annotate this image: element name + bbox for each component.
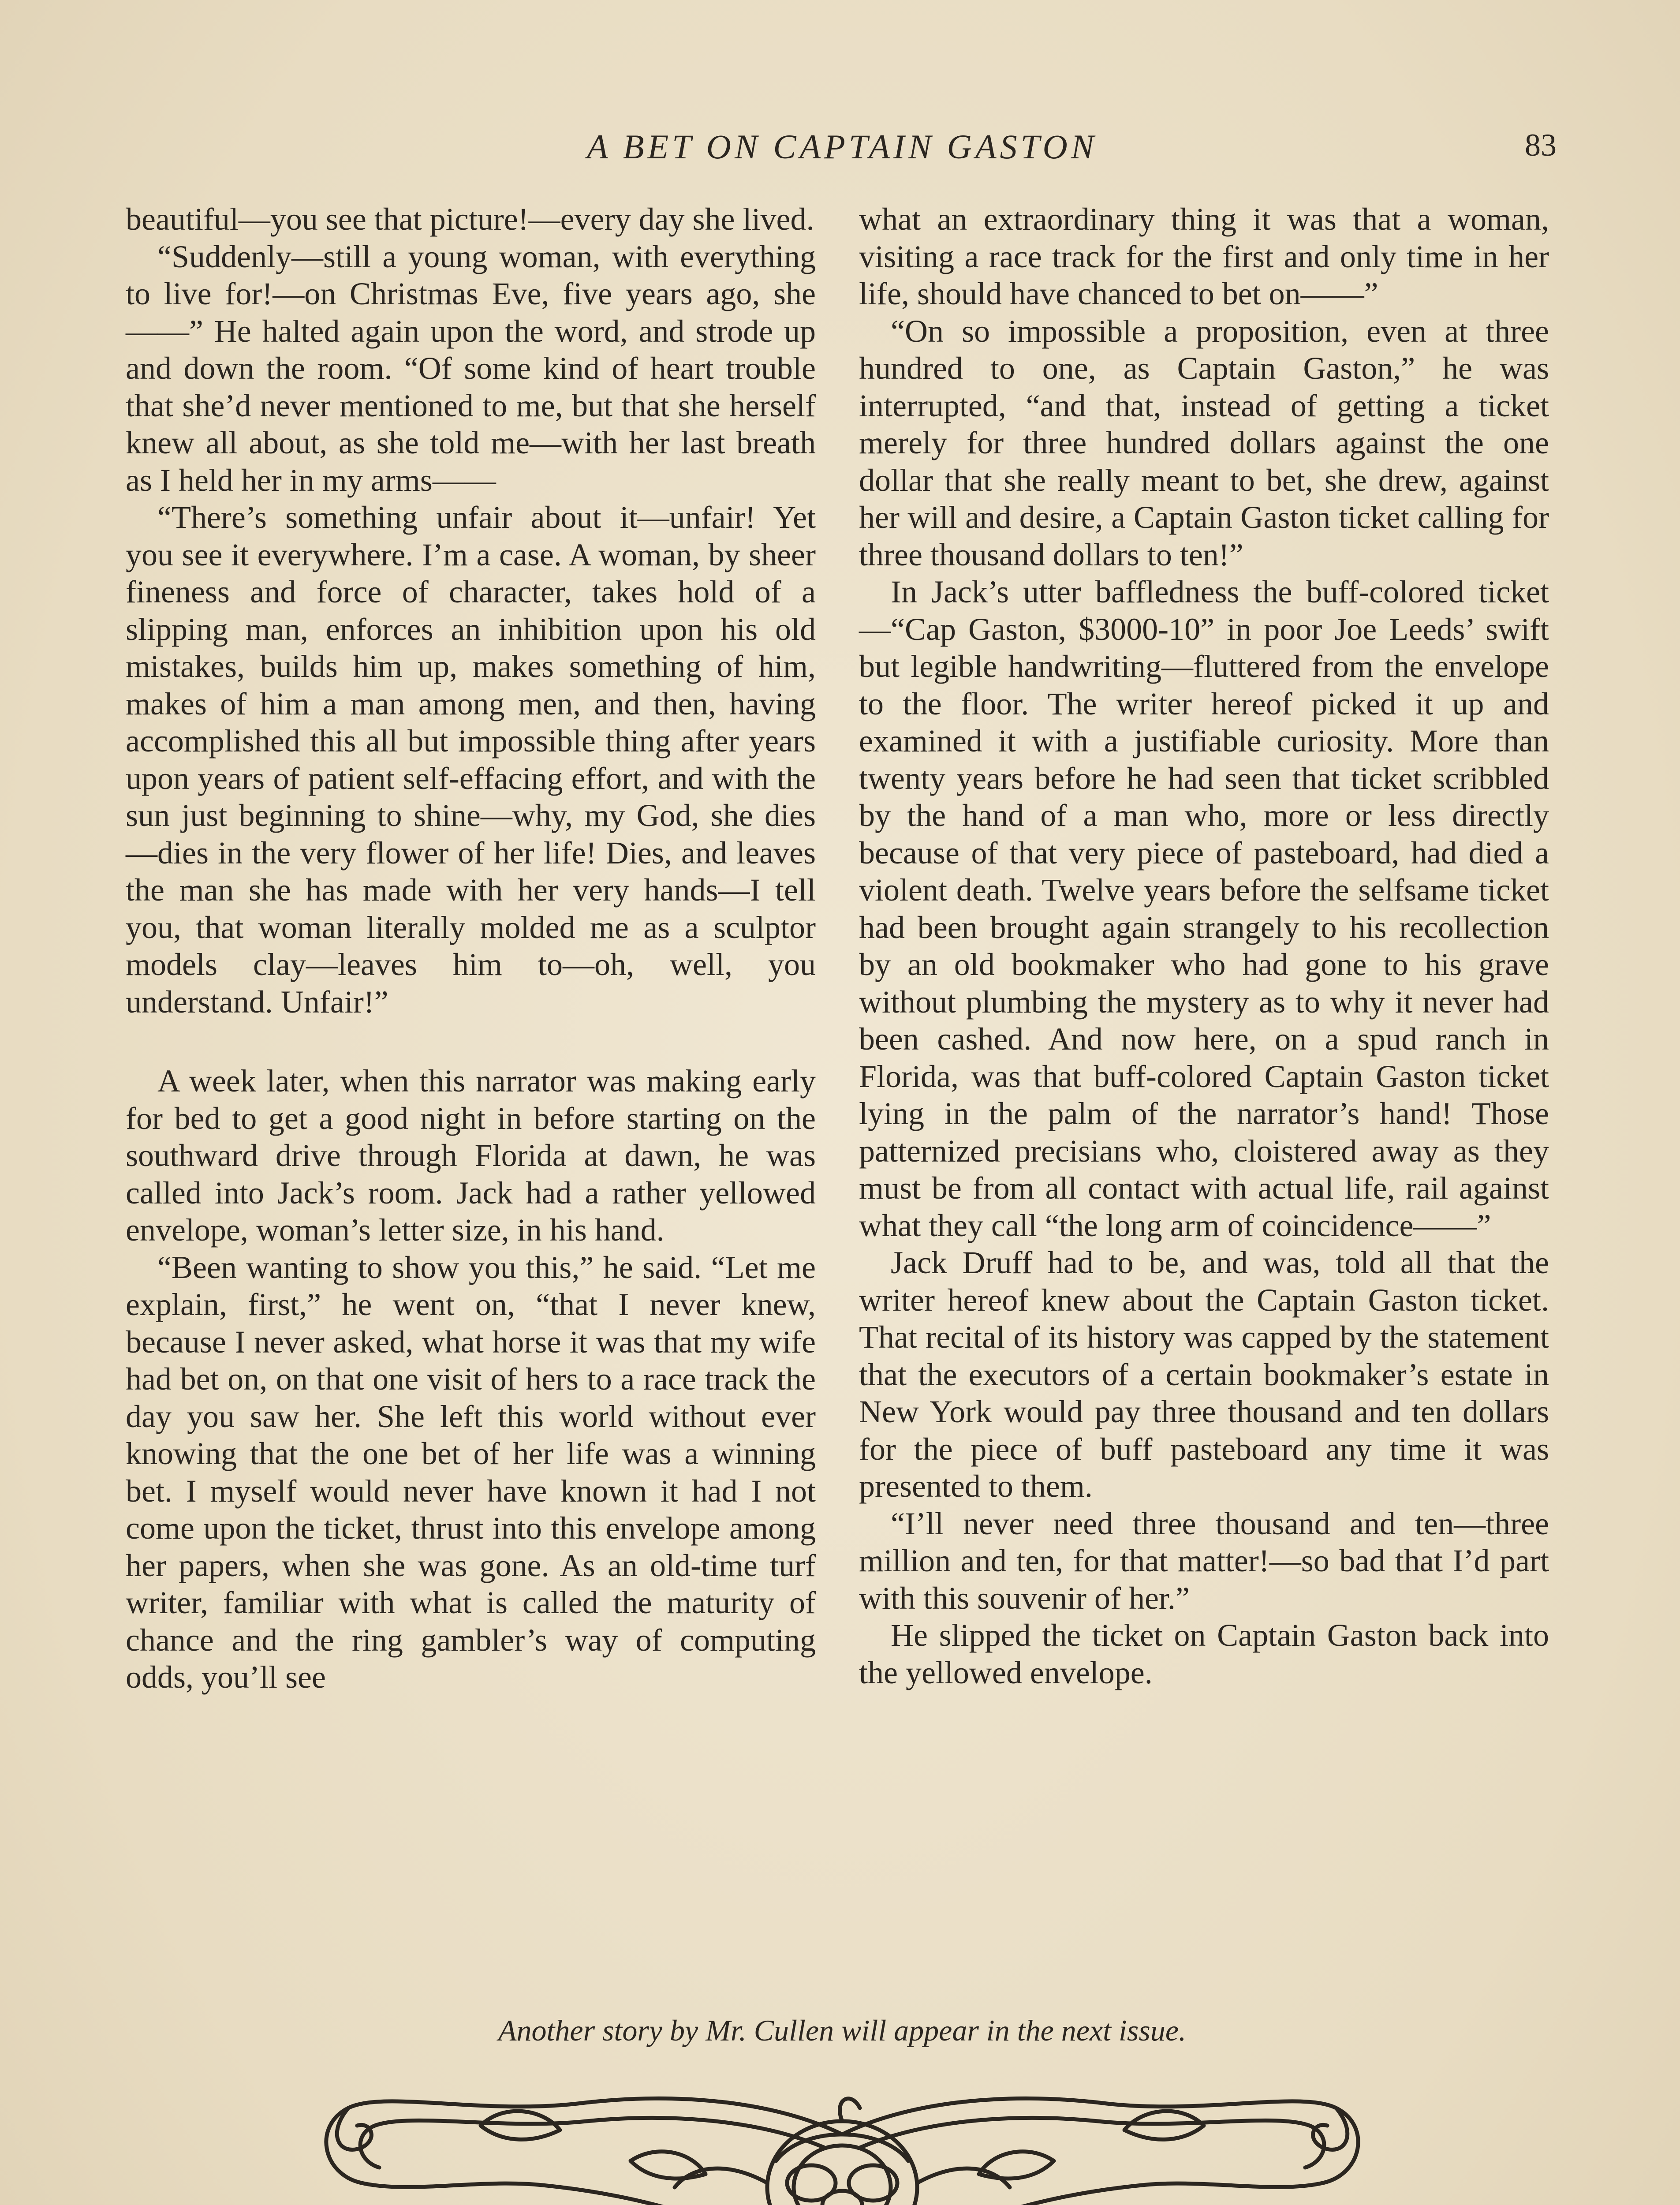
- paragraph: “There’s something unfair about it—unfair! Yet you see it everywhere. I’m a case. A woman, by sheer fineness and force of character, takes hold of a slipping man, enforces an inhibition upon his old mistakes, builds him up, makes something of him, makes of him a man among men, and then, having accomplished this all but impossible thing after years upon years of patient self-effacing effort, and with the sun just beginning to shine—why, my God, she dies—dies in the very flower of her life! Dies, and leaves the man she has made with her very hands—I tell you, that woman literally molded me as a sculptor models clay—leaves him to—oh, well, you understand. Unfair!”: [126, 500, 816, 1020]
- right-column: [859, 201, 1549, 1691]
- paragraph: In Jack’s utter baffledness the buff-colored ticket—“Cap Gaston, $3000-10” in poor Joe Leeds’ swift but legible handwriting—fluttered from the envelope to the floor. The writer hereof picked it up and examined it with a justifiable curiosity. More than twenty years before he had seen that ticket scribbled by the hand of a man who, more or less directly because of that very piece of pasteboard, had died a violent death. Twelve years before the selfsame ticket had been brought again strangely to his recollection by an old bookmaker who had gone to his grave without plumbing the mystery as to why it never had been cashed. And now here, on a spud ranch in Florida, was that buff-colored Captain Gaston ticket lying in the palm of the narrator’s hand! Those patternized precisians who, cloistered away as they must be from all contact with actual life, rail against what they call “the long arm of coincidence——”: [859, 574, 1549, 1243]
- paragraph: “I’ll never need three thousand and ten—three million and ten, for that matter!—so bad that I’d part with this souvenir of her.”: [859, 1506, 1549, 1616]
- paragraph: what an extraordinary thing it was that a woman, visiting a race track for the first and only time in her life, should have chanced to bet on——”: [859, 202, 1549, 311]
- running-header: [128, 127, 1557, 176]
- left-column: [126, 201, 816, 1696]
- paragraph: beautiful—you see that picture!—every day she lived.: [126, 202, 814, 237]
- paragraph: He slipped the ticket on Captain Gaston back into the yellowed envelope.: [859, 1618, 1549, 1690]
- paragraph: “On so impossible a proposition, even at three hundred to one, as Captain Gaston,” he was interrupted, “and that, instead of getting a ticket merely for three hundred dollars against the one dollar that she really meant to bet, she drew, against her will and desire, a Captain Gaston ticket calling for three thousand dollars to ten!”: [859, 313, 1549, 572]
- paragraph: A week later, when this narrator was making early for bed to get a good night in before starting on the southward drive through Florida at dawn, he was called into Jack’s room. Jack had a rather yellowed envelope, woman’s letter size, in his hand.: [126, 1063, 816, 1248]
- paragraph: “Been wanting to show you this,” he said. “Let me explain, first,” he went on, “that I never knew, because I never asked, what horse it was that my wife had bet on, on that one visit of hers to a race track the day you saw her. She left this world without ever knowing that the one bet of her life was a winning bet. I myself would never have known it had I not come upon the ticket, thrust into this envelope among her papers, when she was gone. As an old-time turf writer, familiar with what is called the maturity of chance and the ring gambler’s way of computing odds, you’ll see: [126, 1249, 816, 1695]
- next-issue-note: Another story by Mr. Cullen will appear in the next issue.: [498, 2014, 1187, 2047]
- paragraph: “Suddenly—still a young woman, with everything to live for!—on Christmas Eve, five years ago, she——” He halted again upon the word, and strode up and down the room. “Of some kind of heart trouble that she’d never mentioned to me, but that she herself knew all about, as she told me—with her last breath as I held her in my arms——: [126, 239, 816, 498]
- running-title: A BET ON CAPTAIN GASTON: [587, 127, 1098, 166]
- page-number: 83: [1525, 127, 1557, 163]
- paragraph: Jack Druff had to be, and was, told all that the writer hereof knew about the Captain Gaston ticket. That recital of its history was capped by the statement that the executors of a certain bookmaker’s estate in New York would pay three thousand and ten dollars for the piece of buff pasteboard any time it was presented to them.: [859, 1245, 1549, 1504]
- floral-ornament-icon: [295, 2073, 1389, 2205]
